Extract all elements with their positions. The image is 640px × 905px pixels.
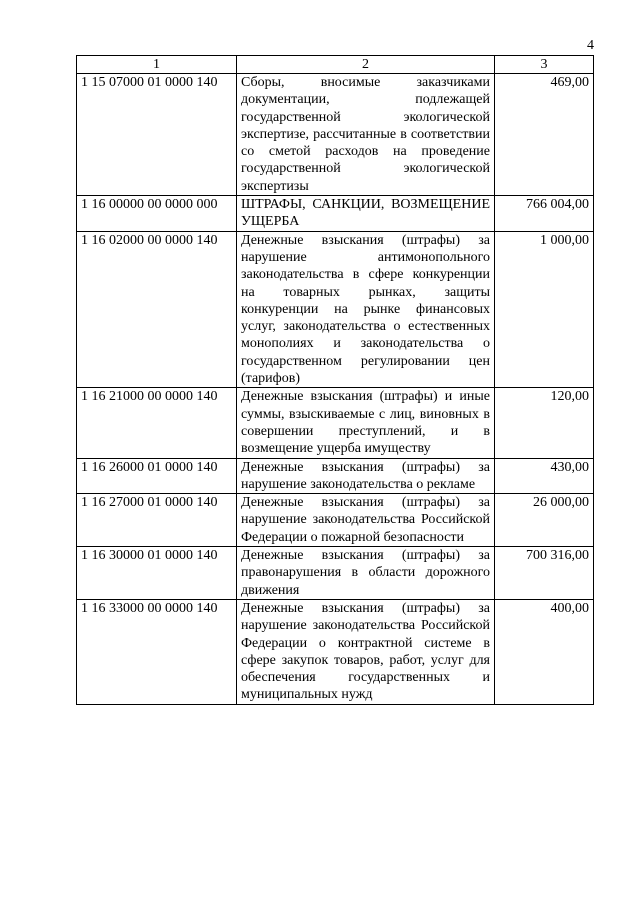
income-name: Сборы, вносимые заказчиками документации, подлежащей государственной экологической экспертизе, рассчитанные в соответствии со сметой расходов на проведение государственной экологической экспертизы bbox=[237, 74, 495, 196]
table-row bbox=[77, 231, 594, 388]
income-code: 1 16 27000 01 0000 140 bbox=[77, 494, 237, 547]
income-name: Денежные взыскания (штрафы) и иные суммы, взыскиваемые с лиц, виновных в совершении преступлений, и в возмещение ущерба имуществу bbox=[237, 388, 495, 458]
income-code: 1 16 30000 01 0000 140 bbox=[77, 547, 237, 600]
table-row bbox=[77, 458, 594, 494]
income-amount: 766 004,00 bbox=[495, 196, 594, 232]
income-amount: 700 316,00 bbox=[495, 547, 594, 600]
income-code: 1 16 21000 00 0000 140 bbox=[77, 388, 237, 458]
income-code: 1 15 07000 01 0000 140 bbox=[77, 74, 237, 196]
income-amount: 120,00 bbox=[495, 388, 594, 458]
table-row bbox=[77, 494, 594, 547]
income-code: 1 16 00000 00 0000 000 bbox=[77, 196, 237, 232]
income-name: Денежные взыскания (штрафы) за нарушение законодательства о рекламе bbox=[237, 458, 495, 494]
income-name: ШТРАФЫ, САНКЦИИ, ВОЗМЕЩЕНИЕ УЩЕРБА bbox=[237, 196, 495, 232]
column-header-amount: 3 bbox=[495, 56, 594, 74]
income-code: 1 16 26000 01 0000 140 bbox=[77, 458, 237, 494]
table-row bbox=[77, 547, 594, 600]
income-name: Денежные взыскания (штрафы) за нарушение антимонопольного законодательства в сфере конкуренции на товарных рынках, защиты конкуренции на рынке финансовых услуг, законодательства о естественных монополиях и законодательства о государственном регулировании цен (тарифов) bbox=[237, 231, 495, 388]
table-header-row bbox=[77, 56, 594, 74]
table-row bbox=[77, 388, 594, 458]
income-amount: 1 000,00 bbox=[495, 231, 594, 388]
column-header-code: 1 bbox=[77, 56, 237, 74]
income-amount: 26 000,00 bbox=[495, 494, 594, 547]
table-row bbox=[77, 74, 594, 196]
income-name: Денежные взыскания (штрафы) за нарушение законодательства Российской Федерации о контрактной системе в сфере закупок товаров, работ, услуг для обеспечения государственных и муниципальных нужд bbox=[237, 599, 495, 704]
income-amount: 469,00 bbox=[495, 74, 594, 196]
table-row bbox=[77, 196, 594, 232]
column-header-name: 2 bbox=[237, 56, 495, 74]
budget-table bbox=[76, 55, 594, 705]
table-row bbox=[77, 599, 594, 704]
income-amount: 400,00 bbox=[495, 599, 594, 704]
income-code: 1 16 33000 00 0000 140 bbox=[77, 599, 237, 704]
page-number: 4 bbox=[587, 38, 594, 53]
income-amount: 430,00 bbox=[495, 458, 594, 494]
income-code: 1 16 02000 00 0000 140 bbox=[77, 231, 237, 388]
income-name: Денежные взыскания (штрафы) за нарушение законодательства Российской Федерации о пожарной безопасности bbox=[237, 494, 495, 547]
income-name: Денежные взыскания (штрафы) за правонарушения в области дорожного движения bbox=[237, 547, 495, 600]
